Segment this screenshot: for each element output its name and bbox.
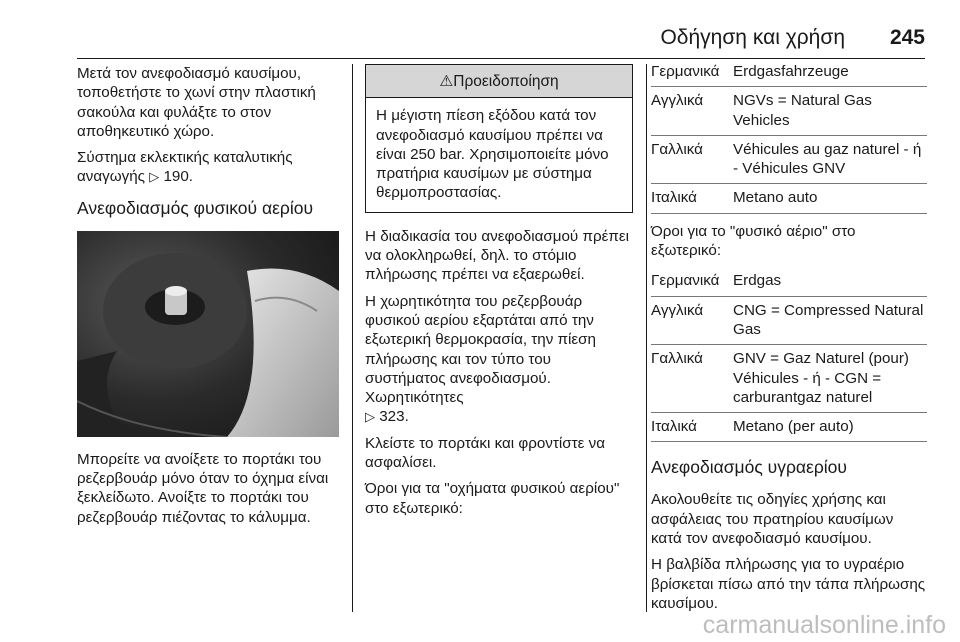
vehicle-terms-table xyxy=(651,58,927,214)
left-column xyxy=(77,64,341,534)
table-row xyxy=(651,135,927,184)
warning-triangle-icon: ⚠ xyxy=(439,73,454,90)
term-cell: Erdgasfahrzeuge xyxy=(733,58,927,87)
table-row xyxy=(651,345,927,413)
term-cell: GNV = Gaz Naturel (pour) Véhicules - ή - CGN = carburantgaz naturel xyxy=(733,345,927,413)
section-heading-natural-gas: Ανεφοδιασμός φυσικού αερίου xyxy=(77,197,314,218)
watermark: carmanualsonline.info xyxy=(702,611,946,639)
column-divider-2 xyxy=(646,64,647,612)
table-row xyxy=(651,184,927,213)
terms-vehicles-intro: Όροι για τα "οχήματα φυσικού αερίου" στο εξωτερικό: xyxy=(365,480,620,517)
capacity-text: Η χωρητικότητα του ρεζερβουάρ φυσικού αερίου εξαρτάται από την εξωτερική θερμοκρασία, την πίεση πλήρωσης και τον τύπο του συστήματος ανεφοδιασμού. Χωρητικότητες ▷ 323. xyxy=(365,292,596,426)
term-cell: NGVs = Natural Gas Vehicles xyxy=(733,87,927,136)
refuel-funnel-text: Μετά τον ανεφοδιασμό καυσίμου, τοποθετήστε το χωνί στην πλαστική σακούλα και φυλάξτε το στον αποθηκευτικό χώρο. xyxy=(77,65,316,140)
middle-column xyxy=(365,64,633,525)
term-cell: Metano (per auto) xyxy=(733,413,927,442)
lpg-valve-text: Η βαλβίδα πλήρωσης για το υγραέριο βρίσκεται πίσω από την τάπα πλήρωσης καυσίμου. xyxy=(651,556,926,612)
filler-door-text: Μπορείτε να ανοίξετε το πορτάκι του ρεζερβουάρ μόνο όταν το όχημα είναι ξεκλείδωτο. Ανοίξτε το πορτάκι του ρεζερβουάρ πιέζοντας το κάλυμμα. xyxy=(77,450,329,526)
language-cell: Αγγλικά xyxy=(651,87,733,136)
term-cell: Metano auto xyxy=(733,184,927,213)
column-divider-1 xyxy=(352,64,353,612)
warning-box xyxy=(365,64,633,213)
table-row xyxy=(651,296,927,345)
language-cell: Ιταλικά xyxy=(651,413,733,442)
fuel-filler-door-photo xyxy=(77,231,339,437)
terms-gas-intro: Όροι για το "φυσικό αέριο" στο εξωτερικό: xyxy=(651,222,856,260)
term-cell: Erdgas xyxy=(733,267,927,296)
warning-header xyxy=(366,65,632,98)
capacity-reference-page[interactable]: 323. xyxy=(379,408,409,426)
language-cell: Γερμανικά xyxy=(651,58,733,87)
table-row xyxy=(651,267,927,296)
scr-reference-page[interactable]: 190. xyxy=(163,168,193,186)
language-cell: Γαλλικά xyxy=(651,135,733,184)
right-column xyxy=(651,64,927,620)
language-cell: Αγγλικά xyxy=(651,296,733,345)
scr-reference: Σύστημα εκλεκτικής καταλυτικής αναγωγής ▷ 190. xyxy=(77,149,293,186)
page-header xyxy=(77,26,925,56)
table-row xyxy=(651,58,927,87)
page-number: 245 xyxy=(889,26,925,49)
close-door-text: Κλείστε το πορτάκι και φροντίστε να ασφαλίσει. xyxy=(365,434,605,472)
table-row xyxy=(651,87,927,136)
table-row xyxy=(651,413,927,442)
language-cell: Ιταλικά xyxy=(651,184,733,213)
fuel-filler-illustration xyxy=(77,231,339,437)
section-heading-lpg: Ανεφοδιασμός υγραερίου xyxy=(651,457,847,478)
term-cell: Véhicules au gaz naturel - ή - Véhicules GNV xyxy=(733,135,927,184)
language-cell: Γερμανικά xyxy=(651,267,733,296)
warning-text: Η μέγιστη πίεση εξόδου κατά τον ανεφοδιασμό καυσίμου πρέπει να είναι 250 bar. Χρησιμοποιείτε μόνο πρατήρια καυσίμων με σύστημα θερμοπροστασίας. xyxy=(376,107,609,202)
warning-title: Προειδοποίηση xyxy=(453,73,559,90)
page-title: Οδήγηση και χρήση xyxy=(660,26,845,49)
gas-terms-table xyxy=(651,267,927,442)
procedure-text: Η διαδικασία του ανεφοδιασμού πρέπει να ολοκληρωθεί, δηλ. το στόμιο πλήρωσης πρέπει να εξαερωθεί. xyxy=(365,227,629,284)
arrow-icon: ▷ xyxy=(149,169,160,185)
term-cell: CNG = Compressed Natural Gas xyxy=(733,296,927,345)
lpg-instructions-text: Ακολουθείτε τις οδηγίες χρήσης και ασφάλειας του πρατηρίου καυσίμων κατά τον ανεφοδιασμό καυσίμου. xyxy=(651,491,894,548)
arrow-icon: ▷ xyxy=(365,409,375,425)
language-cell: Γαλλικά xyxy=(651,345,733,413)
